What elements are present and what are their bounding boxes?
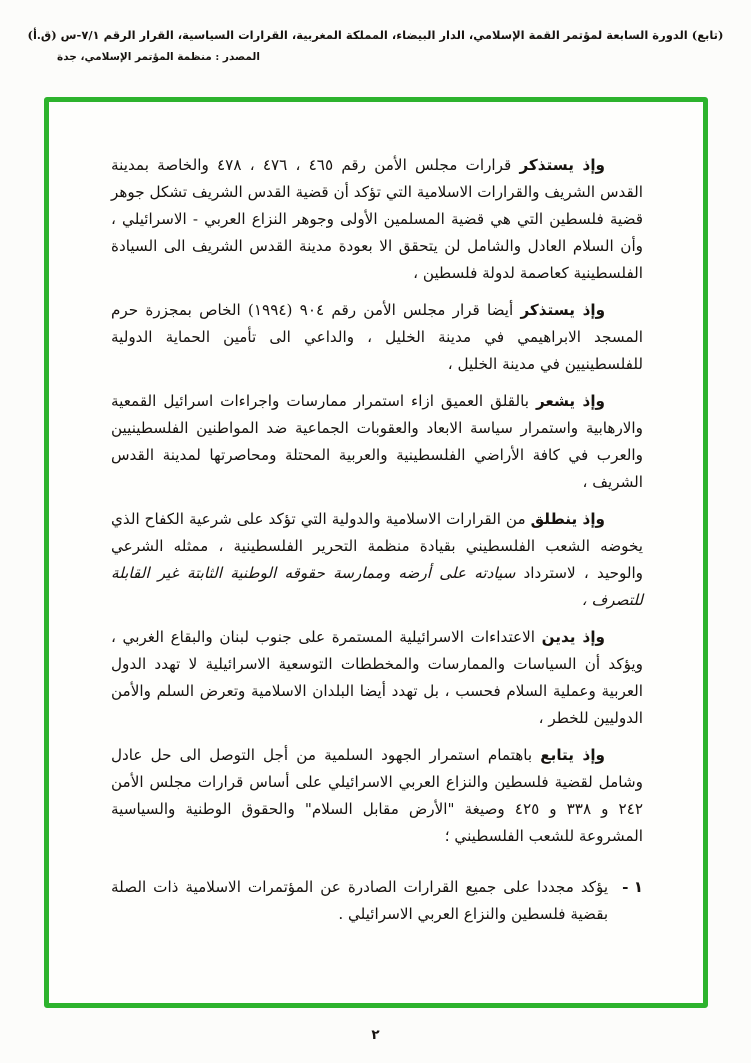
paragraph-text: قرارات مجلس الأمن رقم ٤٦٥ ، ٤٧٦ ، ٤٧٨ والخاصة بمدينة القدس الشريف والقرارات الاسلامية التي تؤكد أن قضية القدس الشريف تشكل جوهر قضية فلسطين التي هي قضية المسلمين الأولى وجوهر النزاع العربي - الاسرائيلي ، وأن السلام العادل والشامل لن يتحقق الا بعودة مدينة القدس الشريف الى السيادة الفلسطينية كعاصمة لدولة فلسطين ، — [111, 156, 643, 282]
resolution-list — [111, 874, 643, 928]
paragraph — [111, 152, 643, 287]
paragraph-lead: وإذ يدين — [541, 628, 606, 646]
paragraph-text: الاعتداءات الاسرائيلية المستمرة على جنوب لبنان والبقاع الغربي ، ويؤكد أن السياسات والممارسات والمخططات التوسعية الاسرائيلية لا تهدد الدول العربية وعملية السلام فحسب ، بل تهدد أيضا البلدان الاسلامية وتعرض السلم والأمن الدوليين للخطر ، — [111, 628, 643, 727]
paragraph-lead: وإذ يتابع — [540, 746, 605, 764]
paragraph — [111, 624, 643, 732]
paragraph-handwritten-text: سيادته على أرضه وممارسة حقوقه الوطنية الثابتة غير القابلة للتصرف ، — [111, 564, 643, 609]
resolution-number: ١ - — [622, 878, 643, 896]
paragraph-text: باهتمام استمرار الجهود السلمية من أجل التوصل الى حل عادل وشامل لقضية فلسطين والنزاع العربي الاسرائيلي على أساس قرارات مجلس الأمن ٢٤٢ و ٣٣٨ و ٤٢٥ وصيغة "الأرض مقابل السلام" والحقوق الوطنية والسياسية المشروعة للشعب الفلسطيني ؛ — [111, 746, 643, 845]
page-number: ٢ — [371, 1027, 380, 1043]
paragraph-text: بالقلق العميق ازاء استمرار ممارسات واجراءات اسرائيل القمعية والارهابية واستمرار سياسة الابعاد والعقوبات الجماعية ضد المواطنين الفلسطينيين والعرب في كافة الأراضي الفلسطينية والعربية المحتلة ومحاصرتها لمدينة القدس الشريف ، — [111, 392, 643, 491]
document-source-line: المصدر : منظمة المؤتمر الإسلامي، جدة — [57, 51, 260, 63]
document-body — [49, 102, 703, 1003]
document-header-title: (تابع) الدورة السابعة لمؤتمر القمة الإسلامي، الدار البيضاء، المملكة المغربية، القرارات السياسية، القرار الرقم ٧/١-س (ق.أ) — [27, 28, 724, 42]
paragraph — [111, 506, 643, 614]
paragraph-lead: وإذ يستذكر — [519, 156, 606, 174]
resolution-item — [111, 874, 643, 928]
paragraph-lead: وإذ يستذكر — [520, 301, 606, 319]
paragraph-text: من القرارات الاسلامية والدولية التي تؤكد على شرعية الكفاح الذي يخوضه الشعب الفلسطيني بقيادة منظمة التحرير الفلسطينية ، ممثله الشرعي والوحيد ، لاسترداد — [111, 510, 643, 582]
paragraph — [111, 297, 643, 378]
page-frame — [44, 97, 708, 1008]
resolution-text: يؤكد مجددا على جميع القرارات الصادرة عن المؤتمرات الاسلامية ذات الصلة بقضية فلسطين والنزاع العربي الاسرائيلي . — [111, 878, 609, 923]
paragraph-lead: وإذ يشعر — [535, 392, 606, 410]
paragraph — [111, 388, 643, 496]
paragraph-lead: وإذ ينطلق — [530, 510, 605, 528]
paragraph-text: أيضا قرار مجلس الأمن رقم ٩٠٤ (١٩٩٤) الخاص بمجزرة حرم المسجد الابراهيمي في مدينة الخليل ، والداعي الى تأمين الحماية الدولية للفلسطينيين في مدينة الخليل ، — [111, 301, 643, 373]
paragraph — [111, 742, 643, 850]
